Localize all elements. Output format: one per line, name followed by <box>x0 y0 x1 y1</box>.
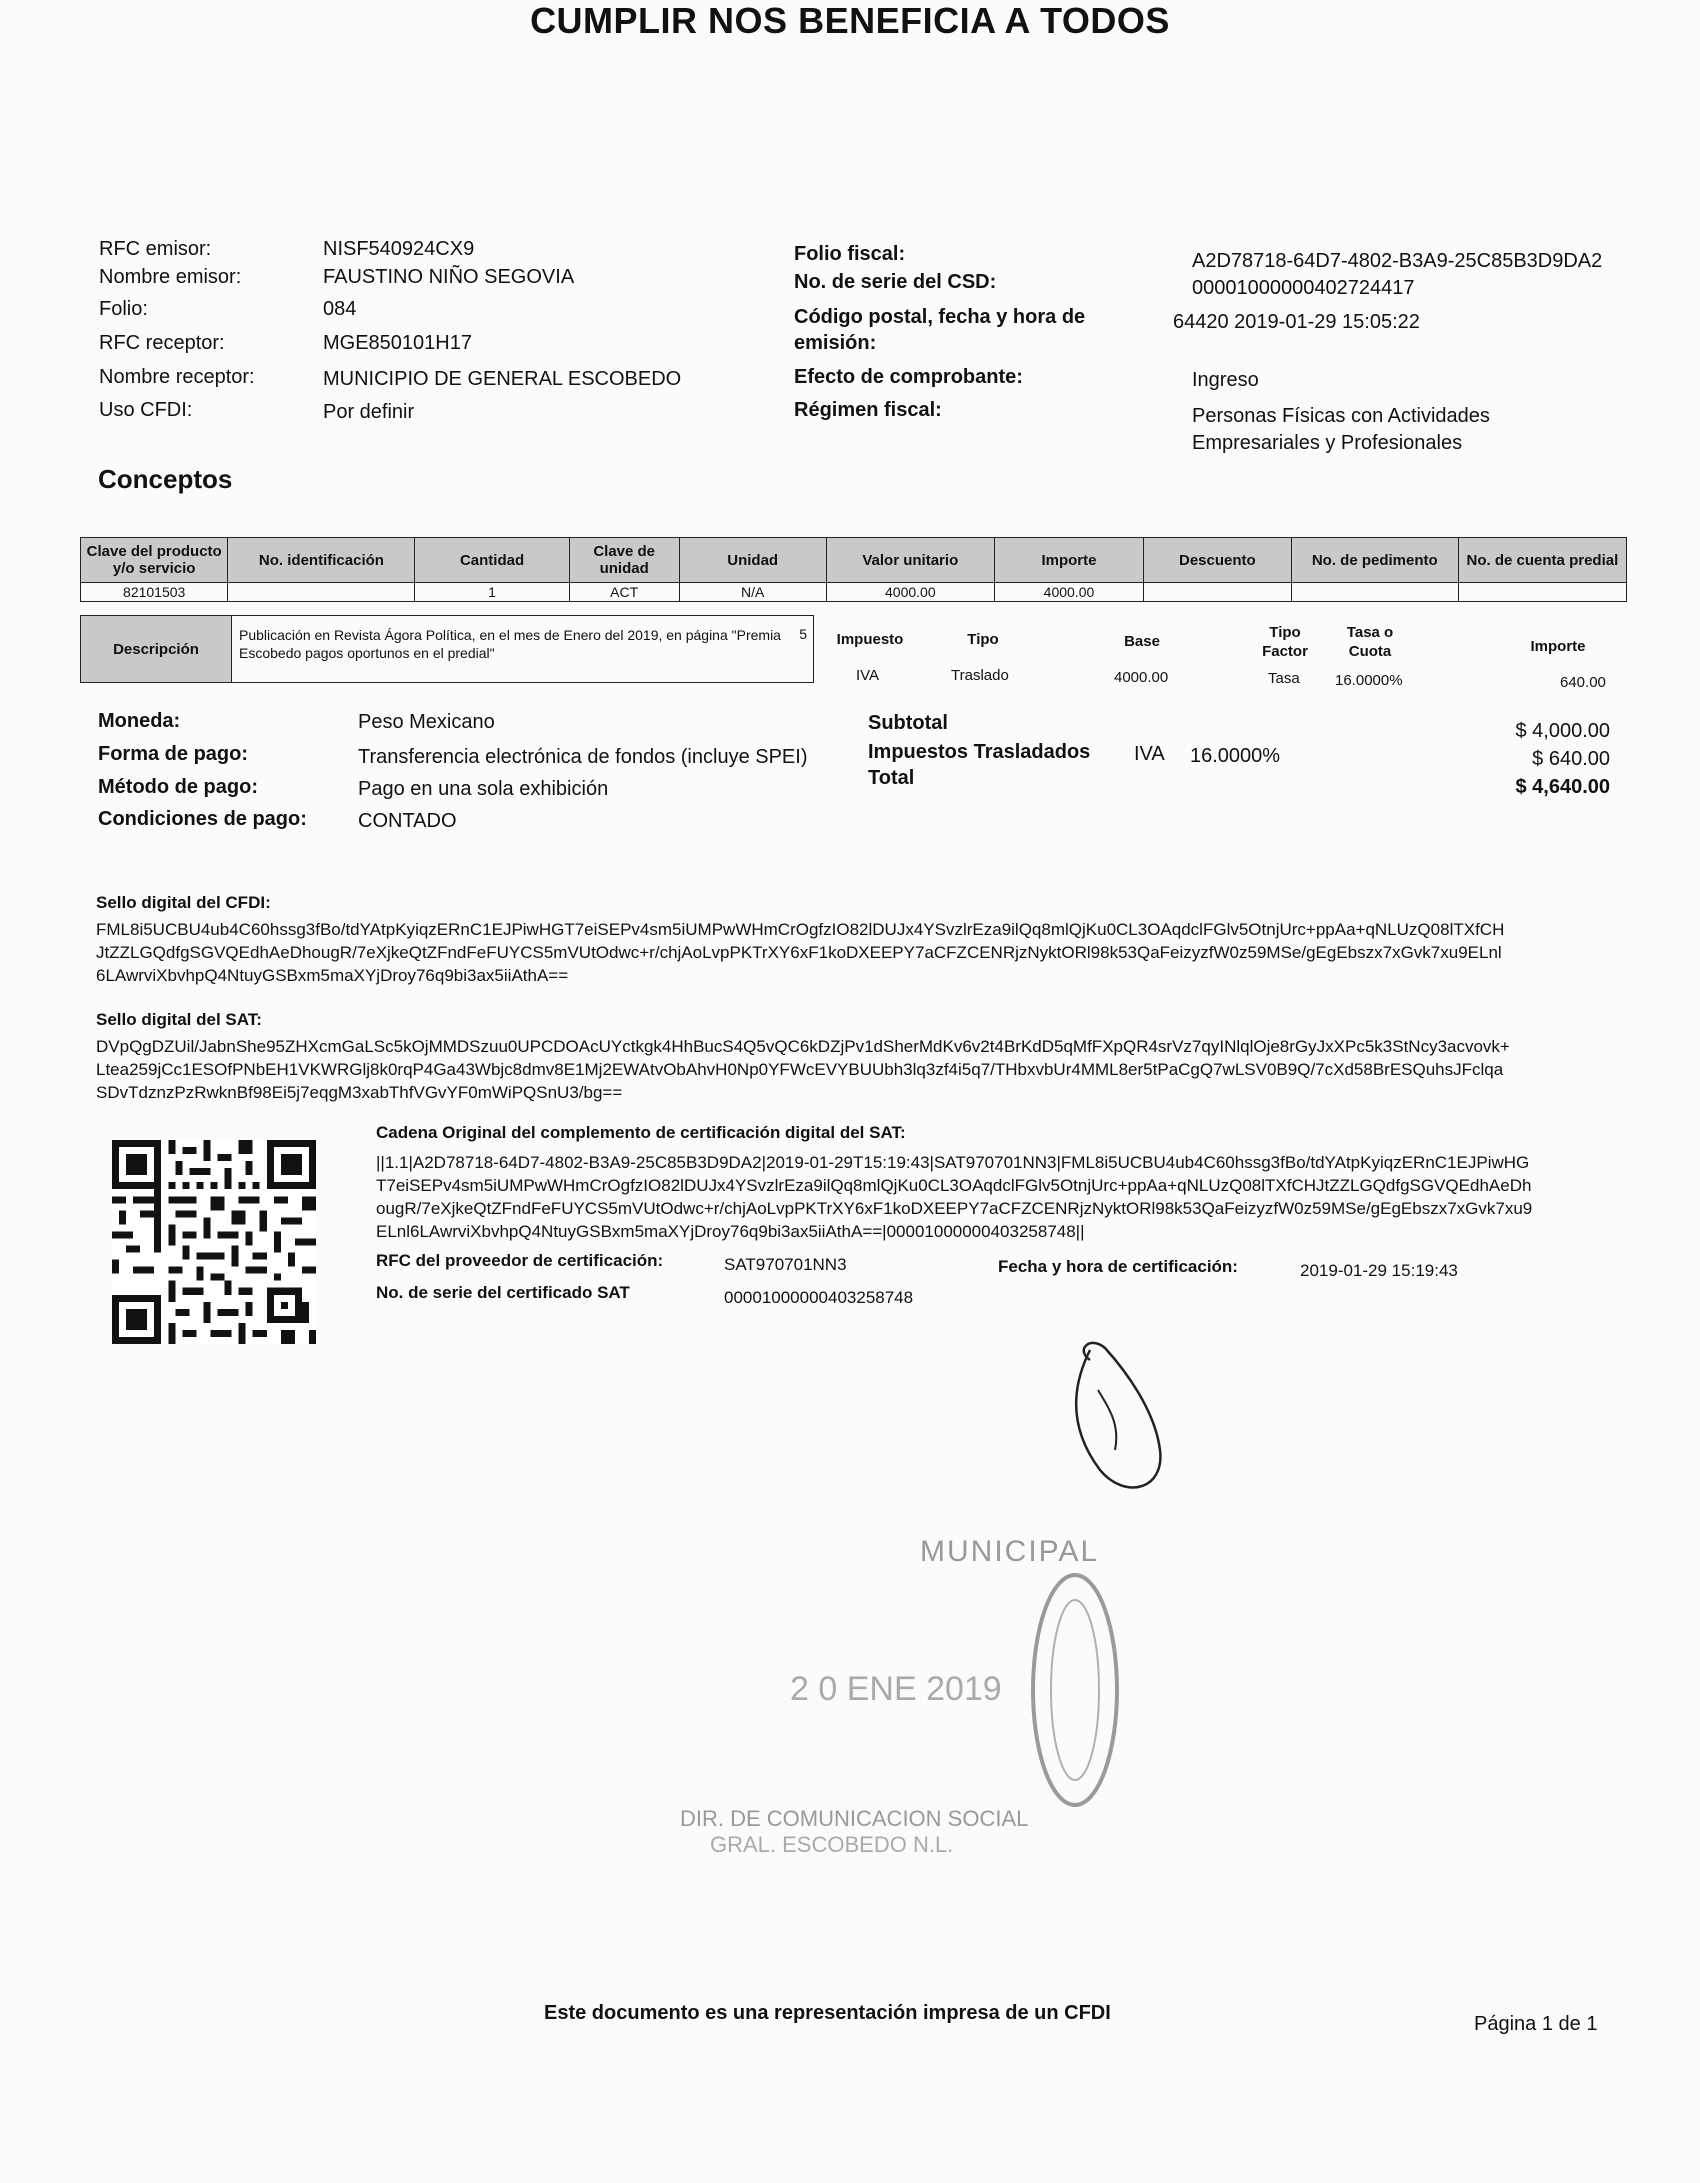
cadena-line: ougR/7eXjkeQtZFndFeFUYCS5mVUtOdwc+r/chjAoLvpPKTrXY6xF1koDXEEPY7aCFZCENRjzNyktORl98k53QaFeizyzfW0z59MSe/gEgEbszx7xGvk7xu9 <box>376 1199 1533 1218</box>
tax-tasa-header: Tasa o Cuota <box>1346 624 1394 660</box>
nombre-emisor-label: Nombre emisor: <box>99 266 242 288</box>
td-importe: 4000.00 <box>994 583 1143 602</box>
uso-cfdi-label: Uso CFDI: <box>99 399 193 421</box>
tax-importe-header: Importe <box>1530 638 1586 655</box>
conceptos-header-row <box>81 538 1627 583</box>
metodo-pago-value: Pago en una sola exhibición <box>358 778 609 800</box>
nombre-receptor-label: Nombre receptor: <box>99 366 255 388</box>
tax-base-value: 4000.00 <box>1114 669 1169 686</box>
th-unidad: Unidad <box>679 538 826 583</box>
td-cantidad: 1 <box>415 583 569 602</box>
sello-cfdi-line: 6LAwrviXbvhpQ4NtuyGSBxm5maXYjDroy76q9bi3ax5iiAthA== <box>96 966 569 985</box>
descripcion-page: 5 <box>799 626 807 642</box>
cp-value: 64420 2019-01-29 15:05:22 <box>1173 311 1420 333</box>
conceptos-title: Conceptos <box>98 464 233 494</box>
forma-pago-value: Transferencia electrónica de fondos (incluye SPEI) <box>358 746 808 768</box>
regimen-value-2: Empresariales y Profesionales <box>1192 432 1463 454</box>
rfc-proveedor-label: RFC del proveedor de certificación: <box>376 1251 664 1270</box>
folio-label: Folio: <box>99 298 148 320</box>
cadena-line: ||1.1|A2D78718-64D7-4802-B3A9-25C85B3D9DA2|2019-01-29T15:19:43|SAT970701NN3|FML8i5UCBU4ub4C60hssg3fBo/tdYAtpKyiqzERnC1EJPiwHG <box>376 1153 1530 1172</box>
condiciones-pago-value: CONTADO <box>358 810 457 832</box>
folio-fiscal-label: Folio fiscal: <box>794 243 906 265</box>
stamp-line3: DIR. DE COMUNICACION SOCIAL <box>680 1806 1029 1831</box>
traslados-label: Impuestos Trasladados <box>868 741 1091 763</box>
table-row <box>81 583 1627 602</box>
tax-importe-value: 640.00 <box>1560 674 1606 691</box>
subtotal-value: $ 4,000.00 <box>1515 720 1610 742</box>
sello-cfdi-line: FML8i5UCBU4ub4C60hssg3fBo/tdYAtpKyiqzERnC1EJPiwHGT7eiSEPv4sm5iUMPwWHmCrOgfzIO82lDUJx4YSvzlrEza9ilQq8mlQjKu0CL3OAqdclFGlv5OtnjUrc+ppAa+qNLUzQ08lTXfCH <box>96 920 1505 939</box>
cadena-line: T7eiSEPv4sm5iUMPwWHmCrOgfzIO82lDUJx4YSvzlrEza9ilQq8mlQjKu0CL3OAqdclFGlv5OtnjUrc+ppAa+qNLUzQ08lTXfCHJtZZLGQdfgSGVQEdhAeDh <box>376 1176 1532 1195</box>
td-descuento <box>1143 583 1291 602</box>
cadena-line: ELnl6LAwrviXbvhpQ4NtuyGSBxm5maXYjDroy76q9bi3ax5iiAthA==|00001000000403258748|| <box>376 1222 1085 1241</box>
td-no-cuenta-predial <box>1458 583 1626 602</box>
stamp-zero-icon <box>1020 1560 1130 1820</box>
th-no-identificacion: No. identificación <box>228 538 415 583</box>
footer-note: Este documento es una representación impresa de un CFDI <box>544 2002 1111 2024</box>
tax-tasa-value: 16.0000% <box>1335 672 1403 689</box>
moneda-label: Moneda: <box>98 710 181 732</box>
tax-impuesto-header: Impuesto <box>836 631 904 648</box>
total-label: Total <box>868 767 915 789</box>
condiciones-pago-label: Condiciones de pago: <box>98 808 307 830</box>
td-clave-producto: 82101503 <box>81 583 228 602</box>
rfc-emisor-value: NISF540924CX9 <box>323 238 475 260</box>
tax-tipo-factor-value: Tasa <box>1268 670 1300 687</box>
rfc-emisor-label: RFC emisor: <box>99 238 212 260</box>
cadena-block <box>376 1151 1636 1243</box>
td-unidad: N/A <box>679 583 826 602</box>
cp-label-2: emisión: <box>794 332 877 354</box>
uso-cfdi-value: Por definir <box>323 401 415 423</box>
tax-tipo-factor-header: Tipo Factor <box>1262 624 1308 660</box>
descripcion-box <box>80 615 814 683</box>
th-no-pedimento: No. de pedimento <box>1291 538 1458 583</box>
stamp-line4: GRAL. ESCOBEDO N.L. <box>710 1832 954 1857</box>
tax-impuesto-value: IVA <box>856 667 880 684</box>
qr-code-icon <box>112 1140 316 1344</box>
th-no-cuenta-predial: No. de cuenta predial <box>1458 538 1626 583</box>
fecha-certificacion-value: 2019-01-29 15:19:43 <box>1300 1261 1458 1280</box>
td-clave-unidad: ACT <box>569 583 679 602</box>
sello-sat-line: DVpQgDZUil/JabnShe95ZHXcmGaLSc5kOjMMDSzuu0UPCDOAcUYctkgk4HhBucS4Q5vQC6kDZjPv1dSherMdKv6v2t4BrKdD5qMfFXpQR4srVz7qyINlqlOje8rGyJxXPc5k3StNcy3acvovk+ <box>96 1037 1510 1056</box>
metodo-pago-label: Método de pago: <box>98 776 258 798</box>
regimen-value-1: Personas Físicas con Actividades <box>1192 405 1490 427</box>
page-number: Página 1 de 1 <box>1474 2013 1598 2035</box>
sello-sat-line: SDvTdznzPzRwknBf98Ei5j7eqgM3xabThfVGvYF0mWiPQSnU3/bg== <box>96 1083 623 1102</box>
traslados-value: $ 640.00 <box>1532 748 1610 770</box>
tax-base-header: Base <box>1124 633 1160 650</box>
traslados-tipo: IVA <box>1134 743 1165 765</box>
conceptos-table <box>80 537 1627 602</box>
cp-label-1: Código postal, fecha y hora de <box>794 306 1086 328</box>
sello-sat-label: Sello digital del SAT: <box>96 1010 262 1029</box>
th-clave-unidad: Clave de unidad <box>569 538 679 583</box>
regimen-label: Régimen fiscal: <box>794 399 942 421</box>
stamp-date: 2 0 ENE 2019 <box>790 1670 1002 1708</box>
traslados-tasa: 16.0000% <box>1190 745 1281 767</box>
serie-sat-value: 00001000000403258748 <box>724 1288 914 1307</box>
th-valor-unitario: Valor unitario <box>826 538 994 583</box>
forma-pago-label: Forma de pago: <box>98 743 249 765</box>
rfc-proveedor-value: SAT970701NN3 <box>724 1255 847 1274</box>
sello-cfdi-block <box>96 918 1636 987</box>
td-no-pedimento <box>1291 583 1458 602</box>
rfc-receptor-label: RFC receptor: <box>99 332 225 354</box>
tax-tipo-value: Traslado <box>951 667 1009 684</box>
rfc-receptor-value: MGE850101H17 <box>323 332 472 354</box>
th-descuento: Descuento <box>1143 538 1291 583</box>
signature-icon <box>1030 1330 1210 1510</box>
sello-sat-line: Ltea259jCc1ESOfPNbEH1VKWRGlj8k0rqP4Ga43Wbjc8dmv8E1Mj2EWAtvObAhvH0Np0YFWcEVYBUUbh3lq3zf4i5q7/THbxvbUr4MML8er5tPaCgQ7wLSV0B9Q/7cXd58BrESQuhsJFclqa <box>96 1060 1504 1079</box>
descripcion-text: Publicación en Revista Ágora Política, en el mes de Enero del 2019, en página "Premia Escobedo pagos oportunos en el predial" <box>239 627 781 661</box>
document-title: CUMPLIR NOS BENEFICIA A TODOS <box>530 0 1170 41</box>
folio-fiscal-value: A2D78718-64D7-4802-B3A9-25C85B3D9DA2 <box>1192 250 1603 272</box>
stamp-line1: MUNICIPAL <box>920 1535 1100 1568</box>
total-value: $ 4,640.00 <box>1515 776 1610 798</box>
sello-cfdi-line: JtZZLGQdfgSGVQEdhAeDhougR/7eXjkeQtZFndFeFUYCS5mVUtOdwc+r/chjAoLvpPKTrXY6xF1koDXEEPY7aCFZCENRjzNyktORl98k53QaFeizyzfW0z59MSe/gEgEbszx7xGvk7xu9ELnl <box>96 943 1502 962</box>
nombre-receptor-value: MUNICIPIO DE GENERAL ESCOBEDO <box>323 368 682 390</box>
td-no-identificacion <box>228 583 415 602</box>
moneda-value: Peso Mexicano <box>358 711 495 733</box>
th-cantidad: Cantidad <box>415 538 569 583</box>
tax-tipo-header: Tipo <box>967 631 999 648</box>
municipal-stamp <box>620 1520 1140 1860</box>
serie-csd-label: No. de serie del CSD: <box>794 271 997 293</box>
folio-value: 084 <box>323 298 357 320</box>
sello-sat-block <box>96 1035 1636 1104</box>
sello-cfdi-label: Sello digital del CFDI: <box>96 893 271 912</box>
efecto-value: Ingreso <box>1192 369 1259 391</box>
subtotal-label: Subtotal <box>868 712 948 734</box>
descripcion-label: Descripción <box>81 616 232 682</box>
td-valor-unitario: 4000.00 <box>826 583 994 602</box>
nombre-emisor-value: FAUSTINO NIÑO SEGOVIA <box>323 266 575 288</box>
cadena-label: Cadena Original del complemento de certificación digital del SAT: <box>376 1123 906 1142</box>
th-clave-producto: Clave del producto y/o servicio <box>81 538 228 583</box>
serie-sat-label: No. de serie del certificado SAT <box>376 1283 630 1302</box>
th-importe: Importe <box>994 538 1143 583</box>
fecha-certificacion-label: Fecha y hora de certificación: <box>998 1257 1238 1276</box>
serie-csd-value: 00001000000402724417 <box>1192 277 1415 299</box>
efecto-label: Efecto de comprobante: <box>794 366 1023 388</box>
